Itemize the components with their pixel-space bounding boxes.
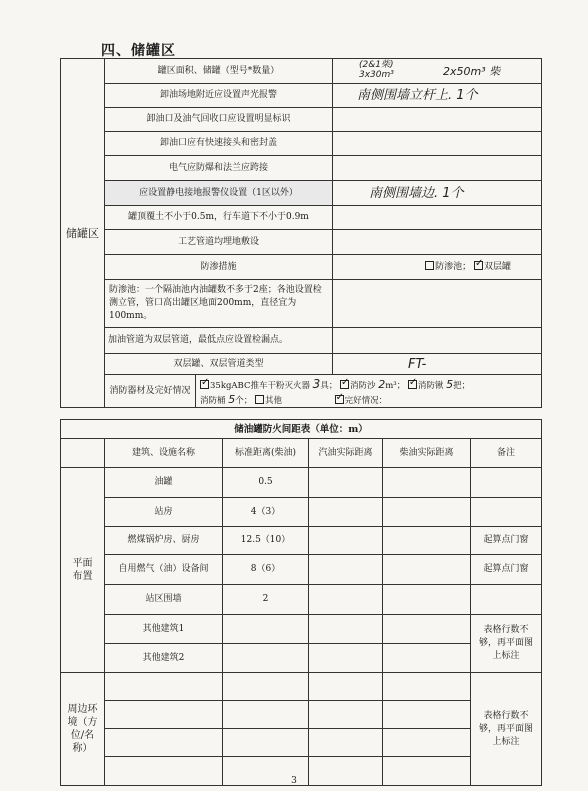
table-cell [105, 729, 223, 757]
table-cell [383, 673, 471, 701]
handwritten-note: (2&1柴) 3x30m³ [359, 60, 394, 80]
item-label: 应设置静电接地报警仪设置（1区以外） [105, 181, 333, 206]
checkbox-sand[interactable]: ✓ [341, 377, 350, 388]
table-cell [309, 701, 383, 729]
table-cell: 4（3） [223, 498, 309, 527]
item-label: 工艺管道均埋地敷设 [105, 230, 333, 255]
header-gasoline: 汽油实际距离 [309, 439, 383, 468]
header-blank [61, 439, 105, 468]
table-cell [383, 468, 471, 498]
item-value [333, 132, 542, 156]
handwritten-value: 南侧围墙边. 1个 [333, 181, 542, 206]
table-cell [309, 555, 383, 585]
table-cell [471, 468, 542, 498]
fire-equipment-label: 消防器材及完好情况 [105, 375, 196, 407]
table-cell: 8（6） [223, 555, 309, 585]
item-label: 卸油口应有快速接头和密封盖 [105, 132, 333, 156]
item-value [333, 59, 542, 84]
checkbox-condition[interactable]: ✓ [335, 392, 345, 403]
table-cell [309, 468, 383, 498]
item-label: 罐区面积、储罐（型号*数量） [105, 59, 333, 84]
header-diesel: 柴油实际距离 [383, 439, 471, 468]
item-label: 加油管道为双层管道，最低点应设置检漏点。 [105, 328, 333, 354]
distance-table-title: 储油罐防火间距表（单位：m） [61, 420, 542, 439]
table-cell [309, 729, 383, 757]
table-cell [471, 498, 542, 527]
table-cell: 12.5（10） [223, 527, 309, 555]
condition-label: 完好情况： [344, 396, 388, 406]
sand-label: 消防沙 [350, 381, 376, 391]
table-cell: 自用燃气（油）设备间 [105, 555, 223, 585]
tank-area-label: 储罐区 [61, 59, 105, 408]
table-cell: 燃煤锅炉房、厨房 [105, 527, 223, 555]
handwritten-value: FT- [333, 354, 542, 375]
table-cell [383, 498, 471, 527]
item-value [333, 206, 542, 230]
table-cell [309, 527, 383, 555]
table-cell [383, 729, 471, 757]
option-label: 防渗池； [435, 261, 472, 272]
item-value [333, 108, 542, 132]
shovel-count: 5 [446, 378, 454, 391]
tank-area-table [60, 58, 542, 408]
item-label: 双层罐、双层管道类型 [105, 354, 333, 375]
unit-label: 个； [235, 396, 253, 406]
shovel-label: 消防锹 [417, 381, 444, 391]
table-cell: 起算点门窗 [471, 555, 542, 585]
table-cell: 其他建筑1 [105, 615, 223, 644]
item-label: 卸油口及油气回收口应设置明显标识 [105, 108, 333, 132]
table-cell [383, 644, 471, 673]
table-cell: 2 [223, 585, 309, 615]
table-cell [383, 701, 471, 729]
checkbox-double-tank[interactable]: ✓ [474, 257, 484, 269]
table-cell: 0.5 [223, 468, 309, 498]
item-value [333, 255, 542, 280]
item-value [333, 156, 542, 181]
extinguisher-label: 35kgABC推车干粉灭火器 [210, 381, 310, 391]
table-cell [383, 527, 471, 555]
handwritten-value: 南侧围墙立杆上. 1个 [333, 84, 542, 108]
item-value [333, 328, 542, 354]
item-label: 卸油场地附近应设置声光报警 [105, 84, 333, 108]
checkbox-other[interactable] [255, 395, 264, 404]
distance-table [60, 419, 542, 786]
bucket-count: 5 [228, 393, 236, 406]
handwritten-value: 2x50m³ 柴 [443, 65, 501, 78]
page-number: 3 [291, 776, 297, 786]
table-cell: 油罐 [105, 468, 223, 498]
table-cell [309, 615, 383, 644]
table-cell: 其他建筑2 [105, 644, 223, 673]
table-cell: 站区围墙 [105, 585, 223, 615]
table-cell [223, 673, 309, 701]
table-cell [309, 585, 383, 615]
header-name: 建筑、设施名称 [105, 439, 223, 468]
table-cell [383, 615, 471, 644]
table-cell [105, 673, 223, 701]
table-cell: 表格行数不够，再平面图上标注 [471, 615, 542, 673]
table-cell [223, 701, 309, 729]
table-cell [309, 673, 383, 701]
unit-label: 具； [320, 381, 338, 391]
table-cell [309, 498, 383, 527]
section-title: 四、储罐区 [101, 43, 176, 59]
surrounding-env-label: 周边环境（方位/名称） [61, 673, 105, 786]
fire-equipment-details [196, 375, 541, 407]
unit-label: 把； [453, 381, 471, 391]
item-label: 罐顶覆土不小于0.5m，行车道下不小于0.9m [105, 206, 333, 230]
header-standard: 标准距离(柴油) [223, 439, 309, 468]
unit-label: m³； [385, 381, 406, 391]
sand-amount: 2 [378, 378, 386, 391]
bucket-label: 消防桶 [200, 396, 226, 406]
fire-equipment-row [105, 375, 542, 408]
table-cell [223, 615, 309, 644]
table-cell [383, 585, 471, 615]
checkbox-seepage-pool[interactable] [425, 261, 434, 270]
table-cell [223, 729, 309, 757]
other-label: 其他 [264, 396, 282, 406]
table-cell: 站房 [105, 498, 223, 527]
table-cell [309, 644, 383, 673]
item-value [333, 280, 542, 328]
table-cell [223, 644, 309, 673]
plane-layout-label: 平面布置 [61, 468, 105, 673]
env-note: 表格行数不够，再平面图上标注 [471, 673, 542, 786]
table-cell [383, 555, 471, 585]
checkbox-shovel[interactable]: ✓ [408, 377, 418, 388]
table-cell [105, 701, 223, 729]
item-label: 防渗措施 [105, 255, 333, 280]
item-label: 防渗池：一个隔油池内油罐数不多于2座；各池设置检测立管，管口高出罐区地面200mm，直径宜为100mm。 [105, 280, 333, 328]
checkbox-extinguisher[interactable]: ✓ [201, 377, 210, 388]
option-label: 双层罐 [483, 261, 511, 272]
table-cell: 起算点门窗 [471, 527, 542, 555]
table-cell [471, 585, 542, 615]
item-value [333, 230, 542, 255]
item-label: 电气应防爆和法兰应跨接 [105, 156, 333, 181]
header-note: 备注 [471, 439, 542, 468]
extinguisher-count: 3 [312, 377, 321, 391]
